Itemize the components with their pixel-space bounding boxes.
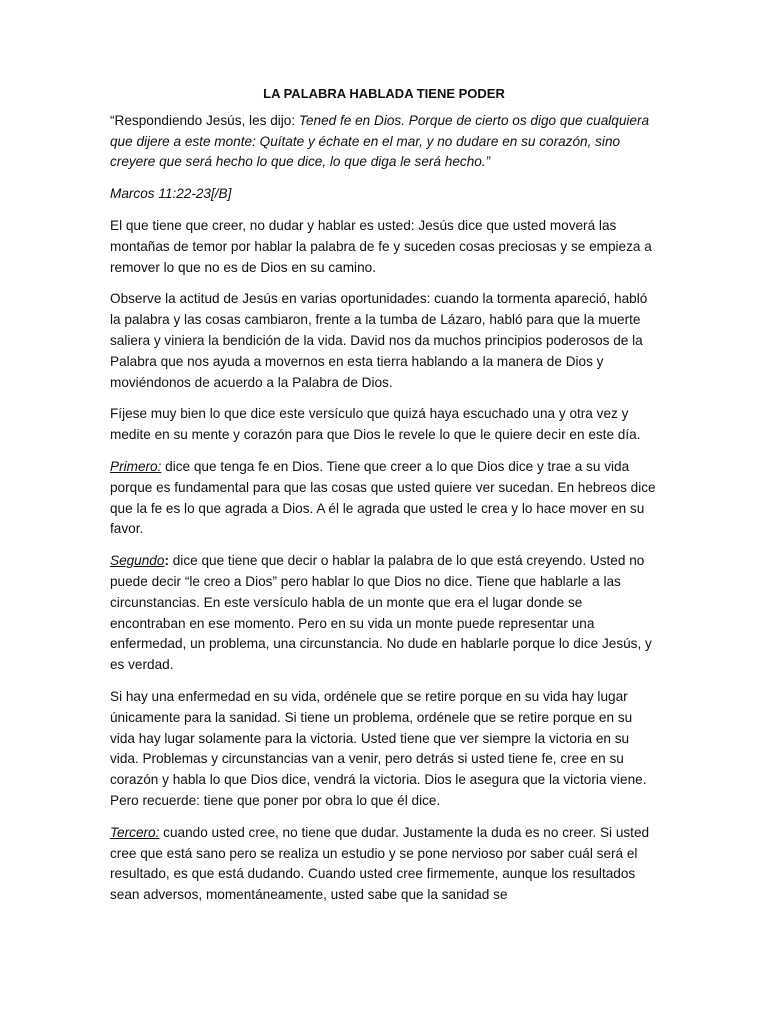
paragraph: El que tiene que creer, no dudar y hablar es usted: Jesús dice que usted moverá las montañas de temor por hablar la palabra de fe y suceden cosas preciosas y se empieza a remover lo que no es de Dios en su camino. <box>110 217 652 275</box>
paragraph-first-point <box>110 457 658 540</box>
paragraph-third-point <box>110 823 658 906</box>
point-text: dice que tenga fe en Dios. Tiene que creer a lo que Dios dice y trae a su vida porque es fundamental para que las cosas que usted quiere ver sucedan. En hebreos dice que la fe es lo que agrada a Dios. A él le agrada que usted le crea y lo hace mover en su favor. <box>110 458 656 537</box>
bible-reference: Marcos 11:22-23[/B] <box>110 186 232 202</box>
paragraph: Fíjese muy bien lo que dice este versículo que quizá haya escuchado una y otra vez y medite en su mente y corazón para que Dios le revele lo que le quiere decir en este día. <box>110 406 641 443</box>
point-lead-primero: Primero: <box>110 458 162 474</box>
point-lead-tercero: Tercero: <box>110 824 160 840</box>
document-page <box>110 84 658 917</box>
paragraph: Si hay una enfermedad en su vida, ordénele que se retire porque en su vida hay lugar únicamente para la sanidad. Si tiene un problema, ordénele que se retire porque en su vida hay lugar solamente para la victoria. Usted tiene que ver siempre la victoria en su vida. Problemas y circunstancias van a venir, pero detrás si usted tiene fe, cree en su corazón y habla lo que Dios dice, vendrá la victoria. Dios le asegura que la victoria viene. Pero recuerde: tiene que poner por obra lo que él dice. <box>110 688 647 808</box>
point-text: cuando usted cree, no tiene que dudar. Justamente la duda es no creer. Si usted cree que está sano pero se realiza un estudio y se pone nervioso por saber cuál será el resultado, es que está dudando. Cuando usted cree firmemente, aunque los resultados sean adversos, momentáneamente, usted sabe que la sanidad se <box>110 824 650 903</box>
page-title: LA PALABRA HABLADA TIENE PODER <box>263 86 505 101</box>
bible-quote <box>110 111 658 173</box>
point-colon: : <box>164 553 169 569</box>
point-lead-segundo: Segundo <box>110 553 165 569</box>
quote-text: Tened fe en Dios. Porque de cierto os digo que cualquiera que dijere a este monte: Quítate y échate en el mar, y no dudare en su corazón, sino creyere que será hecho lo que dice, lo que diga le será hecho.” <box>110 112 650 170</box>
paragraph-second-point <box>110 551 658 676</box>
paragraph: Observe la actitud de Jesús en varias oportunidades: cuando la tormenta apareció, habló la palabra y las cosas cambiaron, frente a la tumba de Lázaro, habló para que la muerte saliera y viniera la bendición de la vida. David nos da muchos principios poderosos de la Palabra que nos ayuda a movernos en esta tierra hablando a la manera de Dios y moviéndonos de acuerdo a la Palabra de Dios. <box>110 291 648 390</box>
point-text: dice que tiene que decir o hablar la palabra de lo que está creyendo. Usted no puede decir “le creo a Dios” pero hablar lo que Dios no dice. Tiene que hablarle a las circunstancias. En este versículo habla de un monte que era el lugar donde se encontraban en ese momento. Pero en su vida un monte puede representar una enfermedad, un problema, una circunstancia. No dude en hablarle porque lo dice Jesús, y es verdad. <box>110 553 652 673</box>
quote-intro: “Respondiendo Jesús, les dijo: <box>110 112 299 128</box>
